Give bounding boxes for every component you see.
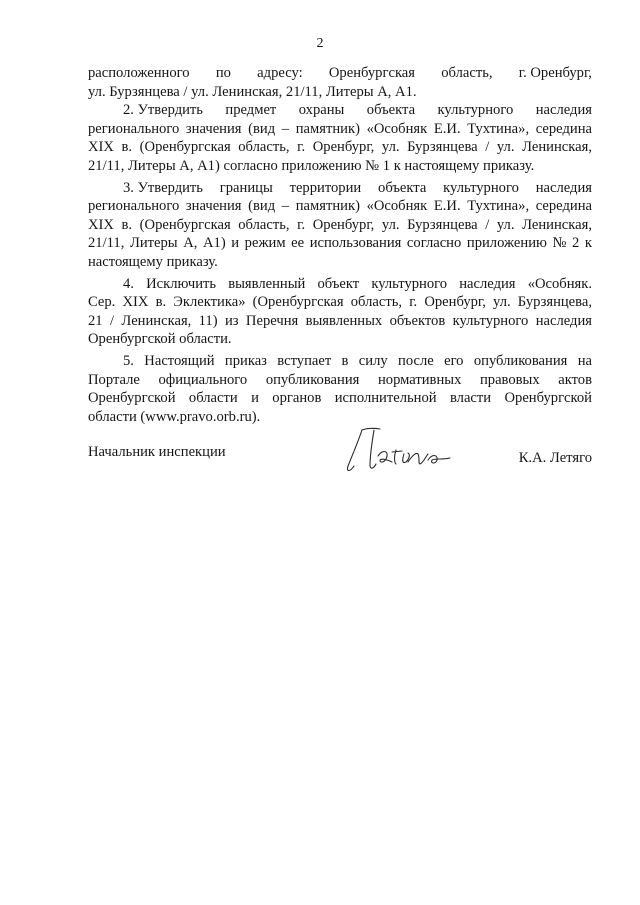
paragraph-2	[88, 101, 592, 175]
page-number: 2	[316, 36, 324, 51]
text-line: XIX в. (Оренбургская область, г. Оренбург, ул. Бурзянцева / ул. Ленинская,	[88, 216, 592, 233]
text-line: регионального значения (вид – памятник) «Особняк Е.И. Тухтина», середина	[88, 198, 592, 215]
paragraph-3	[88, 179, 592, 272]
handwritten-signature	[338, 420, 468, 480]
paragraph-5	[88, 352, 592, 426]
text-line: расположенного по адресу: Оренбургская область, г. Оренбург,	[88, 65, 592, 81]
text-line: 2. Утвердить предмет охраны объекта культурного наследия	[123, 102, 592, 119]
signature-block	[88, 440, 592, 480]
signatory-position: Начальник инспекции	[88, 444, 226, 460]
text-line: 21/11, Литеры А, А1) согласно приложению № 1 к настоящему приказу.	[88, 157, 535, 174]
paragraph-4	[88, 275, 592, 349]
text-line: ул. Бурзянцева / ул. Ленинская, 21/11, Литеры А, А1.	[88, 83, 417, 100]
text-line: 3. Утвердить границы территории объекта культурного наследия	[123, 179, 592, 196]
text-line: XIX в. (Оренбургская область, г. Оренбург, ул. Бурзянцева / ул. Ленинская,	[88, 139, 592, 156]
text-line: настоящему приказу.	[88, 253, 218, 270]
paragraph-1	[88, 64, 592, 101]
document-body	[88, 64, 592, 426]
text-line: 21 / Ленинская, 11) из Перечня выявленных объектов культурного наследия	[88, 312, 592, 329]
text-line: Портале официального опубликования нормативных правовых актов	[88, 371, 592, 388]
text-line: области (www.pravo.orb.ru).	[88, 408, 261, 425]
text-line: регионального значения (вид – памятник) «Особняк Е.И. Тухтина», середина	[88, 120, 592, 137]
text-line: 21/11, Литеры А, А1) и режим ее использования согласно приложению № 2 к	[88, 235, 592, 252]
text-line: 5. Настоящий приказ вступает в силу после его опубликования на	[123, 352, 592, 369]
text-line: Сер. XIX в. Эклектика» (Оренбургская область, г. Оренбург, ул. Бурзянцева,	[88, 294, 592, 311]
text-line: 4. Исключить выявленный объект культурного наследия «Особняк.	[123, 275, 592, 292]
text-line: Оренбургской области и органов исполнительной власти Оренбургской	[88, 390, 592, 407]
signatory-name: К.А. Летяго	[518, 450, 592, 466]
text-line: Оренбургской области.	[88, 331, 232, 348]
